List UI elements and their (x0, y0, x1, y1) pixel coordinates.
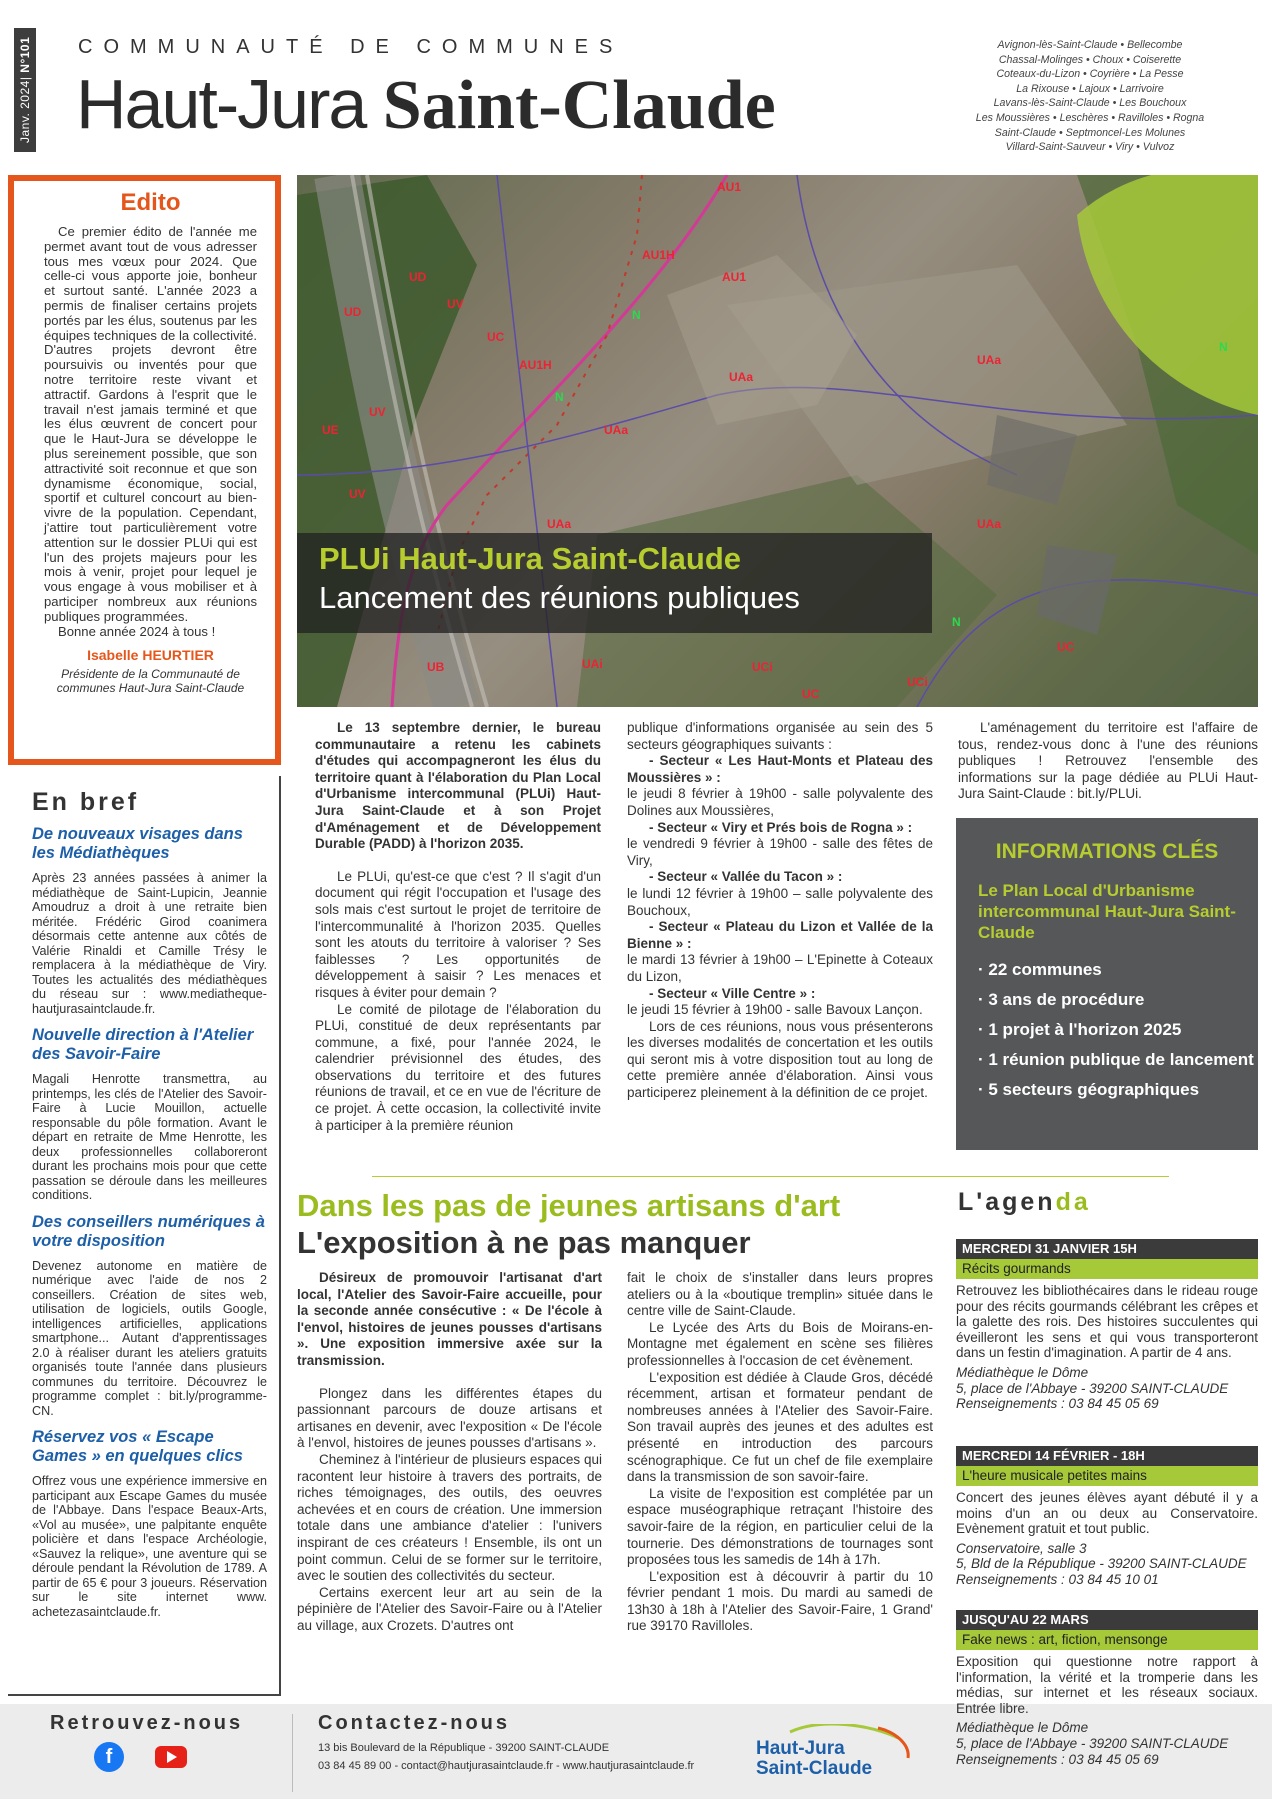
key-info-item: · 22 communes (978, 960, 1102, 979)
brief-section (8, 776, 281, 1696)
zone-label: AU1H (519, 358, 552, 372)
key-info-subtitle: Le Plan Local d'Urbanisme intercommunal Haut-Jura Saint-Claude (978, 881, 1236, 942)
zone-label: N (952, 615, 961, 629)
edito-box (8, 175, 281, 765)
zone-label: UAa (977, 353, 1002, 367)
sector-prefix: - Secteur « (649, 985, 722, 1001)
agenda-phone: Renseignements : 03 84 45 10 01 (956, 1571, 1159, 1587)
agenda-phone: Renseignements : 03 84 45 05 69 (956, 1751, 1159, 1767)
issue-number: N°101 (18, 36, 32, 73)
zone-label: AU1 (722, 270, 747, 284)
agenda-category: Récits gourmands (956, 1259, 1258, 1279)
art-paragraph: fait le choix de s'installer dans leurs propres ateliers ou à la «boutique tremplin» située dans le centre ville de Saint-Claude. (627, 1270, 933, 1319)
commune-line: La Rixouse • Lajoux • Larrivoire (1016, 82, 1164, 95)
contact-address: 13 bis Boulevard de la République - 39200 SAINT-CLAUDE (318, 1742, 610, 1754)
key-info-list (978, 959, 1258, 1100)
plui-headline-overlay (297, 533, 932, 633)
key-info-item: · 5 secteurs géographiques (978, 1080, 1200, 1099)
sector-detail: le jeudi 8 février à 19h00 - salle polyvalente des Dolines aux Moussières, (627, 786, 933, 818)
sector-line (627, 820, 933, 837)
plui-column-2 (627, 720, 933, 1102)
agenda-phone: Renseignements : 03 84 45 05 69 (956, 1396, 1159, 1412)
sector-prefix: - Secteur « (649, 919, 726, 935)
brief-item-title: Réservez vos « Escape Games » en quelques clics (32, 1428, 243, 1465)
agenda-title-part: a (1073, 1188, 1091, 1216)
plui-title: PLUi Haut-Jura Saint-Claude (319, 541, 741, 576)
key-info-title: INFORMATIONS CLÉS (995, 840, 1219, 863)
logo-line-1: Haut-Jura (756, 1738, 845, 1759)
sector-suffix: » : (822, 869, 843, 885)
key-info-item: · 3 ans de procédure (978, 990, 1145, 1009)
zone-label: UCi (907, 675, 928, 689)
key-info-item: · 1 projet à l'horizon 2025 (978, 1020, 1182, 1039)
edito-closing: Bonne année 2024 à tous ! (58, 623, 216, 639)
zone-label: UB (427, 660, 445, 674)
contact-details: 03 84 45 89 00 - contact@hautjurasaintclaude.fr - www.hautjurasaintclaude.fr (318, 1760, 695, 1772)
zone-label: UD (344, 305, 362, 319)
brief-item-text: Après 23 années passées à animer la médiathèque de Saint-Lupicin, Jeannie Amoudruz a droit à une retraite bien méritée. Frédéric Girod coanimera désormais cette antenne aux côtés de Valérie Rinaldi et Camille Trésy le remplacera à la médiathèque de Viry. Toutes les actualités des médiathèques du réseau sur : www.mediatheque-hautjurasaintclaude.fr. (32, 871, 267, 1016)
masthead-title-light: Haut-Jura (76, 65, 383, 143)
agenda-place: Médiathèque le Dôme (956, 1364, 1089, 1380)
sector-suffix: » : (701, 769, 721, 785)
brief-item-title: Des conseillers numériques à votre disposition (32, 1212, 265, 1250)
zone-label: UE (322, 423, 339, 437)
zone-label: UV (369, 405, 386, 419)
zone-label: UAa (547, 517, 572, 531)
sector-name: Viry et Prés bois de Rogna (721, 819, 893, 835)
zone-label: UAi (582, 657, 603, 671)
facebook-icon[interactable]: f (94, 1742, 124, 1772)
sector-suffix: » : (672, 935, 692, 951)
plui-sectors-intro: publique d'informations organisée au sein des 5 secteurs géographiques suivants : (627, 720, 933, 752)
issue-badge: Janv. 2024| N°101 (14, 28, 36, 152)
sector-name: Vallée du Tacon (721, 869, 823, 885)
zone-label: N (555, 390, 564, 404)
agenda-title-part: g (1002, 1188, 1021, 1216)
agenda-place: Conservatoire, salle 3 (956, 1540, 1087, 1556)
zone-label: AU1 (717, 180, 742, 194)
youtube-icon[interactable] (155, 1746, 187, 1768)
brand-logo (750, 1724, 930, 1788)
zone-label: UV (447, 297, 464, 311)
plui-paragraph: L'aménagement du territoire est l'affaire de tous, rendez-vous donc à l'une des réunions publiques ! Retrouvez l'ensemble des informations sur la page dédiée au PLUi Haut-Jura Saint-Claude : bit.ly/PLUi. (958, 720, 1258, 802)
art-title: Dans les pas de jeunes artisans d'art (297, 1188, 841, 1223)
zone-label: AU1H (642, 248, 675, 262)
zone-label: UCi (752, 660, 773, 674)
zone-label: UAa (729, 370, 754, 384)
section-divider (372, 1176, 1169, 1177)
key-info-box (956, 818, 1258, 1150)
logo-line-2: Saint-Claude (756, 1758, 873, 1779)
art-paragraph: La visite de l'exposition est complétée par un espace muséographique retraçant l'histoire des savoir-faire de la région, en particulier celui de la tournerie. Des démonstrations de tournages sont proposées tous les samedis de 14h à 17h. (627, 1485, 933, 1568)
zone-label: UC (802, 687, 820, 701)
art-paragraph: Le Lycée des Arts du Bois de Moirans-en-Montagne met également en scène ses filières professionnelles à l'occasion de cet évènement. (627, 1319, 933, 1368)
agenda-title-part: L'a (958, 1188, 1003, 1216)
plui-paragraph: Le PLUi, qu'est-ce que c'est ? Il s'agit d'un document qui régit l'occupation et l'usage des sols mais c'est surtout le projet de territoire de l'intercommunalité à l'horizon 2035. Quelles sont les atouts du territoire à valoriser ? Ses faiblesses ? Les opportunités de développement à saisir ? Les menaces et risques à éviter pour demain ? (315, 868, 601, 1000)
agenda-title (958, 1188, 1091, 1217)
art-lead: Désireux de promouvoir l'artisanat d'art local, l'Atelier des Savoir-Faire accueille, pour la seconde année consécutive : « De l'école à l'envol, histoires de jeunes pousses d'artisans ». Une exposition immersive axée sur la transmission. (297, 1270, 602, 1368)
sector-line (627, 869, 933, 886)
follow-heading: Retrouvez-nous (50, 1712, 244, 1734)
agenda-place: Médiathèque le Dôme (956, 1720, 1089, 1736)
brief-item-text: Magali Henrotte transmettra, au printemps, les clés de l'Atelier des Savoir-Faire à Lucie Mouillon, actuelle responsable du pôle formation. Avant le départ en retraite de Mme Henrotte, les deux professionnelles collaboreront durant les prochains mois pour que cette passation se déroule dans les meilleures conditions. (32, 1072, 267, 1202)
art-subtitle: L'exposition à ne pas manquer (297, 1225, 751, 1260)
edito-title: Edito (120, 189, 181, 216)
agenda-date: MERCREDI 31 JANVIER 15H (956, 1239, 1258, 1259)
footer-divider (292, 1714, 293, 1792)
commune-line: Villard-Saint-Sauveur • Viry • Vulvoz (1005, 141, 1175, 154)
masthead-kicker: COMMUNAUTÉ DE COMMUNES (78, 36, 624, 58)
edito-role: Présidente de la Communauté de communes Haut-Jura Saint-Claude (56, 667, 245, 696)
art-paragraph: Certains exercent leur art au sein de la pépinière de l'Atelier des Savoir-Faire ou à l'Atelier au village, aux Crozets. D'autres ont (297, 1584, 602, 1633)
communes-list (920, 38, 1260, 155)
sector-detail: le jeudi 15 février à 19h00 - salle Bavoux Lançon. (627, 1002, 923, 1018)
commune-line: Saint-Claude • Septmoncel-Les Molunes (994, 126, 1186, 139)
agenda-event (956, 1283, 1258, 1412)
commune-line: Les Moussières • Leschères • Ravilloles • Rogna (975, 111, 1205, 124)
agenda-text: Retrouvez les bibliothécaires dans le rideau rouge pour des récits gourmands célébrant les crêpes et la galette des rois. Des histoires succulentes qui éveilleront les sens et qui vous transporteront dans un festin d'imagination. A partir de 4 ans. (956, 1283, 1258, 1361)
sector-name: Ville Centre (721, 985, 796, 1001)
commune-line: Lavans-lès-Saint-Claude • Les Bouchoux (993, 97, 1187, 110)
brief-item-title: Nouvelle direction à l'Atelier des Savoir-Faire (32, 1026, 254, 1063)
agenda-address: 5, Bld de la République - 39200 SAINT-CLAUDE (956, 1556, 1247, 1572)
zone-label: UV (349, 487, 366, 501)
plui-subtitle: Lancement des réunions publiques (319, 580, 800, 615)
masthead-title-bold: Saint-Claude (382, 67, 776, 144)
agenda-address: 5, place de l'Abbaye - 39200 SAINT-CLAUDE (956, 1380, 1229, 1396)
zone-label: UC (1057, 640, 1075, 654)
agenda-date: MERCREDI 14 FÉVRIER - 18H (956, 1446, 1258, 1466)
plui-paragraph: Le comité de pilotage de l'élaboration du PLUi, constitué de deux représentants par commune, a fixé, pour l'année 2024, le calendrier prévisionnel des études, des observations du territoire et des futures réunions de travail, et ce en vue de l'écriture de ce projet. À cette occasion, la collectivité invite à participer à la première réunion (315, 1001, 601, 1133)
plui-column-1 (315, 720, 601, 1134)
commune-line: Avignon-lès-Saint-Claude • Bellecombe (997, 39, 1183, 51)
contact-heading: Contactez-nous (318, 1712, 510, 1734)
brief-item-title: De nouveaux visages dans les Médiathèques (32, 825, 243, 862)
plui-lead: Le 13 septembre dernier, le bureau communautaire a retenu les cabinets d'études qui accompagneront les élus du territoire quant à l'élaboration du Plan Local d'Urbanisme intercommunal (PLUi) Haut-Jura Saint-Claude et à son Projet d'Aménagement et de Développement Durable (PADD) à l'horizon 2035. (315, 720, 601, 852)
brief-title: En bref (32, 788, 140, 816)
sector-prefix: - Secteur « (649, 869, 722, 885)
sector-name: Les Haut-Monts et Plateau des Moussières (627, 753, 933, 785)
key-info-item: · 1 réunion publique de lancement (978, 1050, 1254, 1069)
agenda-event (956, 1654, 1258, 1767)
masthead-title (76, 66, 776, 144)
agenda-event (956, 1490, 1258, 1588)
issue-date: Janv. 2024 (18, 80, 32, 144)
sector-prefix: - Secteur « (649, 753, 729, 769)
zone-label: N (1219, 340, 1228, 354)
zone-label: N (632, 308, 641, 322)
sector-name: Plateau du Lizon et Vallée de la Bienne (627, 919, 934, 951)
art-paragraph: L'exposition est dédiée à Claude Gros, décédé récemment, artisan et formateur pendant de nombreuses années à l'Atelier des Savoir-Faire. Son travail auprès des jeunes et des adultes est présenté en introduction des parcours scénographique. Ce fut un chef de file exemplaire dans la transmission de son savoir-faire. (627, 1369, 933, 1485)
edito-body: Ce premier édito de l'année me permet avant tout de vous adresser tous mes vœux pour 2024. Que celle-ci vous apporte joie, bonheur et surtout santé. L'année 2023 a permis de finaliser certains projets portés par les élus, soutenus par les équipes techniques de la collectivité. D'autres projets devront être poursuivis ou inventés pour que notre territoire reste vivant et attractif. Gardons à l'esprit que le travail n'est jamais terminé et que les élus œuvrent de concert pour que le Haut-Jura se développe le plus sereinement possible, que son attractivité soit reconnue et que son dynamisme économique, social, sportif et culturel concourt au bien-vivre de la population. Cependant, j'attire tout particulièrement votre attention sur le dossier PLUi qui est l'un des projets majeurs pour les mois à venir, projet pour lequel je vous engage à vous mobiliser et à participer nombreux aux réunions publiques programmées. (44, 224, 257, 624)
art-paragraph: Cheminez à l'intérieur de plusieurs espaces qui racontent leur histoire à travers des portraits, de riches témoignages, des outils, des oeuvres achevées et en cours de création. Une immersion totale dans une ambiance d'atelier : l'univers inspirant de ces créateurs ! Ensemble, ils ont un point commun. Celui de se former sur le territoire, avec le soutien des collectivités du secteur. (297, 1451, 602, 1584)
commune-line: Chassal-Molinges • Choux • Coiserette (998, 53, 1182, 66)
commune-line: Coteaux-du-Lizon • Coyrière • La Pesse (996, 68, 1184, 81)
agenda-text: Concert des jeunes élèves ayant débuté il y a moins d'un an ou deux au Conservatoire. Evènement gratuit et tout public. (956, 1490, 1258, 1537)
art-paragraph: Plongez dans les différentes étapes du passionnant parcours de douze artisans et artisanes en devenir, avec l'exposition « De l'école à l'envol, histoires de jeunes pousses d'artisans ». (297, 1385, 602, 1451)
sector-line (627, 919, 933, 952)
brief-item-text: Offrez vous une expérience immersive en participant aux Escape Games du musée de l'Abbaye. Dans l'espace Beaux-Arts, «Vol au musée», une palpitante enquête policière et dans l'espace Archéologie, «Sauvez la relique», une aventure qui se déroule pendant la Révolution de 1789. A partir de 65 € pour 3 joueurs. Réservation sur le site internet www. achetezasaintclaude.fr. (32, 1474, 267, 1619)
agenda-text: Exposition qui questionne notre rapport à l'information, la vérité et la tromperie dans les médias, sur internet et les réseaux sociaux. Entrée libre. (956, 1654, 1258, 1716)
sector-detail: le mardi 13 février à 19h00 – L'Epinette à Coteaux du Lizon, (627, 952, 933, 984)
zone-label: UAa (604, 423, 629, 437)
sector-suffix: » : (892, 819, 913, 835)
agenda-date: JUSQU'AU 22 MARS (956, 1610, 1258, 1630)
agenda-title-part: en (1020, 1188, 1056, 1216)
zone-label: UD (409, 270, 427, 284)
art-paragraph: L'exposition est à découvrir à partir du 10 février pendant 1 mois. Du mardi au samedi de 13h30 à 18h à l'Atelier des Savoir-Faire, 1 Grand' rue 39170 Ravilloles. (627, 1568, 933, 1634)
agenda-category: Fake news : art, fiction, mensonge (956, 1630, 1258, 1650)
agenda-address: 5, place de l'Abbaye - 39200 SAINT-CLAUDE (956, 1735, 1229, 1751)
sector-detail: le vendredi 9 février à 19h00 - salle des fêtes de Viry, (627, 836, 933, 868)
plui-column-3 (958, 720, 1258, 803)
sector-line (627, 986, 933, 1003)
art-column-2 (627, 1270, 933, 1635)
sector-detail: le lundi 12 février à 19h00 – salle polyvalente des Bouchoux, (627, 885, 933, 918)
sector-prefix: - Secteur « (649, 819, 722, 835)
agenda-title-part: d (1055, 1188, 1074, 1216)
zone-label: UAa (977, 517, 1002, 531)
brief-item-text: Devenez autonome en matière de numérique avec l'aide de nos 2 conseillers. Création de sites web, utilisation de logiciels, outils Google, intelligences artificielles, applications smartphone... Autant d'apprentissages 2.0 à réaliser durant les ateliers gratuits organisés toute l'année dans plusieurs communes du territoire. Découvrez le programme complet : bit.ly/programme-CN. (32, 1258, 267, 1418)
edito-signature: Isabelle HEURTIER (87, 647, 214, 664)
agenda-category: L'heure musicale petites mains (956, 1466, 1258, 1486)
art-column-1 (297, 1270, 602, 1634)
sector-suffix: » : (795, 985, 816, 1001)
zone-label: UC (487, 330, 505, 344)
sector-line (627, 753, 933, 786)
plui-paragraph: Lors de ces réunions, nous vous présenterons les diverses modalités de concertation et les outils qui seront mis à votre disposition tout au long de cette première année d'élaboration. Ainsi vous participerez pleinement à la définition de ce projet. (627, 1018, 933, 1101)
